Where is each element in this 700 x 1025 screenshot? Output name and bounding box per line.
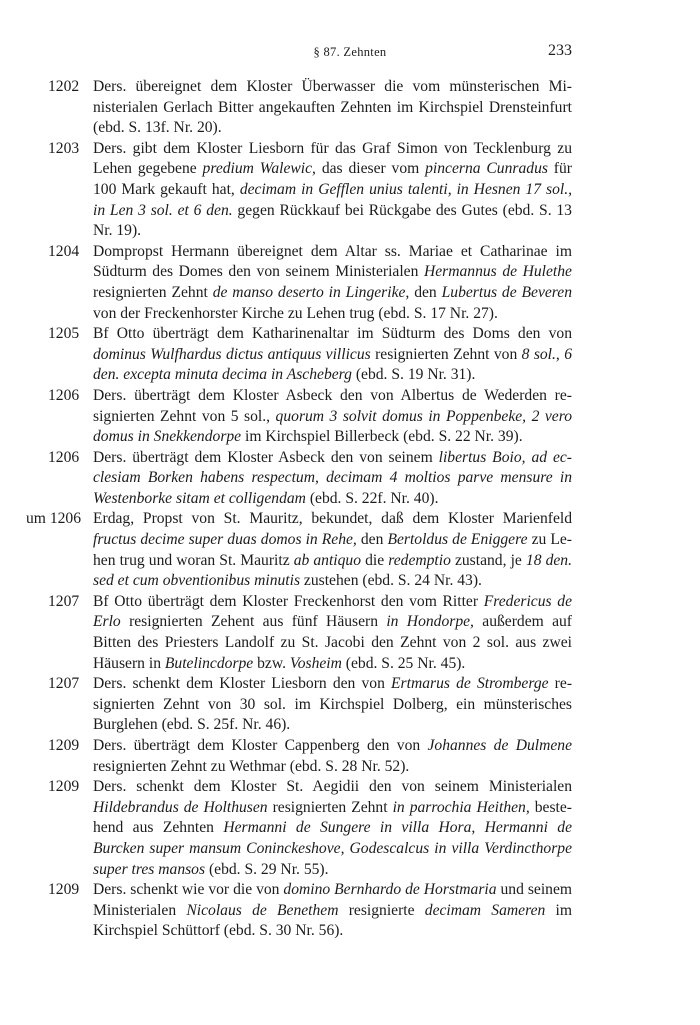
entry-latin-text: Fredericus de Erlo — [93, 592, 572, 631]
entry-latin-text: Vosheim — [289, 654, 342, 672]
entry-latin-text: in parrochia Heithen, — [392, 798, 530, 816]
entry-text: und seinem Ministerialen — [93, 881, 573, 919]
entry — [26, 242, 572, 324]
entry-text: den — [409, 283, 442, 301]
entry-latin-text: fructus decime super duas domos in Rehe, — [93, 531, 357, 549]
entry-text: resignierten Zehent aus fünf Häusern — [120, 613, 387, 631]
entry-text: zustehen (ebd. S. 24 Nr. 43). — [300, 572, 482, 590]
page-number: 233 — [548, 42, 572, 59]
entry-year: 1203 — [48, 139, 80, 157]
entry-latin-text: decimam Sameren — [424, 901, 546, 919]
entry-text: Bf Otto überträgt dem Katharinenaltar im Südturm des Doms den von — [93, 325, 572, 343]
entry-text: Ders. schenkt dem Kloster St. Aegidii den von seinem Ministerialen — [93, 778, 572, 796]
entry-text: Ders. schenkt wie vor die von — [93, 881, 284, 899]
entry-text: zustand, je — [450, 551, 526, 569]
entry-latin-text: decimam in Gefflen unius talenti, in Hesnen 17 sol., in Len 3 sol. et 6 den. — [93, 180, 573, 219]
entry-text: den — [356, 531, 388, 549]
running-head: § 87. Zehnten — [313, 45, 387, 59]
entry-latin-text: Butelincdorpe — [164, 654, 254, 672]
entry-latin-text: Bertoldus de Eniggere — [387, 531, 528, 549]
entry-latin-text: Hermannus de Hulethe — [423, 263, 572, 281]
entry-year: 1209 — [48, 778, 80, 796]
entry-text: Ders. überträgt dem Kloster Asbeck den von seinem — [93, 448, 439, 466]
entry-text: resignierten Zehnt — [267, 798, 393, 816]
entry-text: Ders. überträgt dem Kloster Cappenberg den von — [93, 737, 428, 754]
entry — [26, 509, 572, 591]
entry-year: 1204 — [48, 242, 80, 260]
entry-year: 1207 — [48, 592, 80, 610]
entry-latin-text: in Hondorpe, — [386, 613, 474, 631]
entry-text: Erdag, Propst von St. Mauritz, bekundet, daß dem Kloster Marienfeld — [93, 510, 572, 528]
entry-text: Ders. überträgt dem Kloster Asbeck den von Albertus de Wederden resignierten Zehnt von 5 sol., — [93, 386, 572, 425]
entry-latin-text: libertus Boio, ad ecclesiam Borken habens respectum, decimam 4 moltios parve mensure in Westenborke sitam et colligendam — [93, 448, 572, 507]
entry-latin-text: 18 den. sed et cum obventionibus minutis — [93, 551, 572, 590]
entry-latin-text: dominus Wulfhardus dictus antiquus villicus — [93, 345, 371, 363]
entry-latin-text: de manso deserto in Lingerike, — [212, 283, 410, 301]
entry-year: 1205 — [48, 325, 80, 343]
entry-text: Ders. gibt dem Kloster Liesborn für das Graf Simon von Tecklenburg zu Lehen gegebene — [93, 139, 572, 178]
entry-latin-text: Hildebrandus de Holthusen — [93, 798, 268, 816]
entry-text: außerdem auf Bitten des Priesters Landolf zu St. Jacobi den Zehnt von 2 sol. aus zwei Häusern in — [93, 613, 573, 672]
entry — [26, 592, 572, 674]
entry-text: das dieser vom — [315, 160, 426, 178]
page-header — [0, 42, 700, 62]
entry-text: Bf Otto überträgt dem Kloster Freckenhorst den vom Ritter — [93, 592, 484, 610]
entry-text: bestehend aus Zehnten — [93, 798, 572, 837]
entry-text: resignierten Zehnt von 30 sol. im Kirchspiel Dolberg, ein münsterisches Burglehen (ebd. S. 25f. Nr. 46). — [93, 675, 573, 734]
entry-text: im Kirchspiel Schüttorf (ebd. S. 30 Nr. 56). — [93, 901, 572, 940]
entry-latin-text: Ertmarus de Stromberge — [391, 675, 549, 693]
entry-text: von der Freckenhorster Kirche zu Lehen trug (ebd. S. 17 Nr. 27). — [93, 304, 498, 322]
entry-latin-text: quorum 3 solvit domus in Poppenbeke, 2 vero domus in Snekkendorpe — [93, 407, 572, 446]
entry-year: 1202 — [48, 78, 80, 95]
entry-year: 1206 — [48, 386, 80, 404]
entry-text: resignierte — [338, 901, 425, 919]
entry — [26, 674, 572, 736]
entry-text: im Kirchspiel Billerbeck (ebd. S. 22 Nr. 39). — [241, 428, 523, 446]
entry-latin-text: domino Bernhardo de Horstmaria — [283, 881, 497, 899]
entry-latin-text: predium Walewic, — [202, 160, 316, 178]
entry-latin-text: Hermanni de Sungere in villa Hora, Hermanni de Burcken super mansum Coninckeshove, Godescalcus in villa Verdincthorpe super tres mansos — [93, 819, 572, 878]
entry — [26, 880, 572, 942]
entry-text: bzw. — [253, 654, 290, 672]
entry — [26, 77, 572, 139]
entry-latin-text: Lubertus de Beveren — [441, 283, 573, 301]
entry-text: Dompropst Hermann übereignet dem Altar ss. Mariae et Catharinae im Südturm des Domes den von seinem Ministerialen — [93, 242, 572, 281]
entry-text: für 100 Mark gekauft hat, — [93, 160, 572, 198]
entry-text: gegen Rückkauf bei Rückgabe des Gutes (ebd. S. 13 Nr. 19). — [93, 201, 572, 240]
entry-text: resignierten Zehnt zu Wethmar (ebd. S. 28 Nr. 52). — [93, 757, 410, 775]
entry-latin-text: 8 sol., 6 den. excepta minuta decima in Ascheberg — [93, 345, 572, 384]
entry-text: Ders. schenkt dem Kloster Liesborn den von — [93, 675, 392, 693]
entry-year: 1209 — [48, 881, 80, 899]
entry-year: 1206 — [48, 448, 80, 466]
entry-latin-text: redemptio — [388, 551, 451, 569]
entry — [26, 139, 572, 242]
entry-text: resignierten Zehnt von — [370, 345, 522, 363]
entry-text: zu Lehen trug und woran St. Mauritz — [93, 531, 572, 569]
entry-text: (ebd. S. 22f. Nr. 40). — [305, 489, 439, 507]
entry-text: Ders. übereignet dem Kloster Überwasser die vom münsterischen Ministerialen Gerlach Bitter angekauften Zehnten im Kirchspiel Drensteinfurt (ebd. S. 13f. Nr. 20). — [93, 78, 572, 137]
entry-latin-text: Nicolaus de Benethem — [186, 901, 339, 919]
entry-latin-text: Johannes de Dulmene — [427, 737, 572, 754]
entry-text: resignierten Zehnt — [93, 283, 213, 301]
entry-text: (ebd. S. 19 Nr. 31). — [351, 366, 476, 384]
entry-list — [26, 77, 572, 942]
entry — [26, 736, 572, 777]
entry-text: (ebd. S. 29 Nr. 55). — [205, 860, 329, 878]
entry — [26, 448, 572, 510]
entry-latin-text: pincerna Cunradus — [425, 160, 548, 178]
entry-latin-text: ab antiquo — [293, 551, 362, 569]
entry — [26, 386, 572, 448]
entry-text: (ebd. S. 25 Nr. 45). — [341, 654, 466, 672]
entry — [26, 324, 572, 386]
entry-text: die — [361, 551, 389, 569]
entry-year: 1209 — [48, 737, 80, 754]
entry-year: 1207 — [48, 675, 80, 693]
entry-year: um 1206 — [26, 510, 82, 528]
entry — [26, 777, 572, 880]
